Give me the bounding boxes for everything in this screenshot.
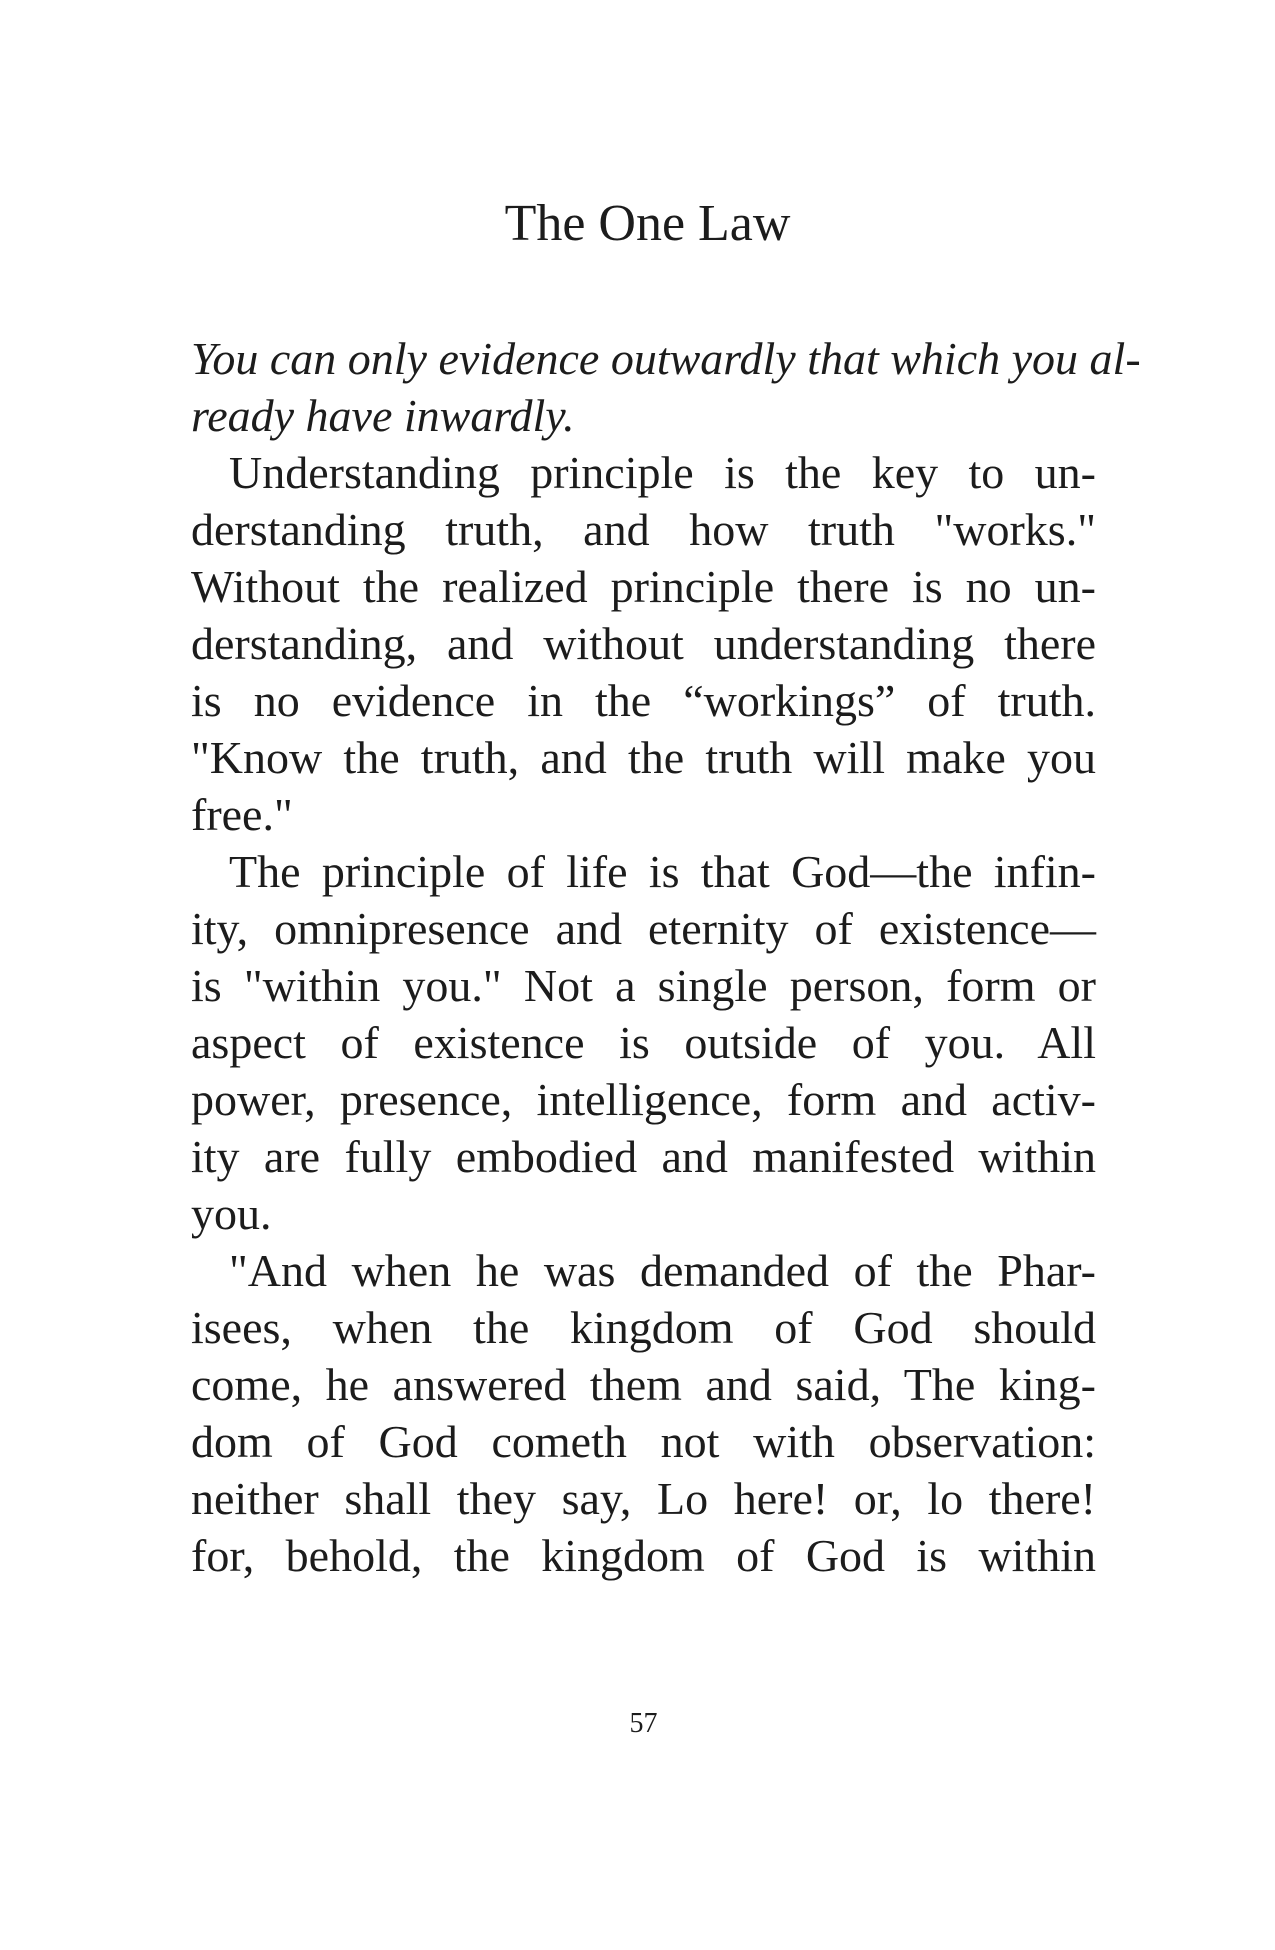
page-number: 57 bbox=[629, 1708, 658, 1739]
paragraph-line: power, presence, intelligence, form and activ- bbox=[191, 1074, 1096, 1125]
paragraph-line: Without the realized principle there is no un- bbox=[191, 561, 1096, 612]
paragraph-line: ity, omnipresence and eternity of existence— bbox=[191, 903, 1096, 954]
paragraph-line: "And when he was demanded of the Phar- bbox=[229, 1245, 1096, 1296]
paragraph-3 bbox=[191, 1242, 1096, 1584]
paragraph-2 bbox=[191, 843, 1096, 1242]
epigraph bbox=[191, 330, 1141, 444]
paragraph-line: derstanding, and without understanding there bbox=[191, 618, 1096, 669]
paragraph-line: ity are fully embodied and manifested within bbox=[191, 1131, 1096, 1182]
body-text bbox=[191, 330, 1141, 1584]
paragraph-line: Understanding principle is the key to un- bbox=[229, 447, 1096, 498]
paragraph-line: is no evidence in the “workings” of truth. bbox=[191, 675, 1096, 726]
paragraph-line: for, behold, the kingdom of God is within bbox=[191, 1530, 1096, 1581]
paragraph-line: The principle of life is that God—the infin- bbox=[229, 846, 1096, 897]
paragraph-1 bbox=[191, 444, 1096, 843]
epigraph-line: You can only evidence outwardly that which you al- bbox=[191, 333, 1141, 384]
paragraph-line: dom of God cometh not with observation: bbox=[191, 1416, 1096, 1467]
paragraph-line: isees, when the kingdom of God should bbox=[191, 1302, 1096, 1353]
paragraph-line: "Know the truth, and the truth will make you bbox=[191, 732, 1096, 783]
epigraph-line: ready have inwardly. bbox=[191, 390, 575, 441]
paragraph-line: is "within you." Not a single person, form or bbox=[191, 960, 1096, 1011]
chapter-title: The One Law bbox=[504, 195, 791, 252]
paragraph-line: you. bbox=[191, 1188, 272, 1239]
paragraph-line: free." bbox=[191, 789, 293, 840]
paragraph-line: aspect of existence is outside of you. All bbox=[191, 1017, 1096, 1068]
paragraph-line: derstanding truth, and how truth "works." bbox=[191, 504, 1096, 555]
paragraph-line: neither shall they say, Lo here! or, lo there! bbox=[191, 1473, 1096, 1524]
paragraph-line: come, he answered them and said, The king- bbox=[191, 1359, 1096, 1410]
